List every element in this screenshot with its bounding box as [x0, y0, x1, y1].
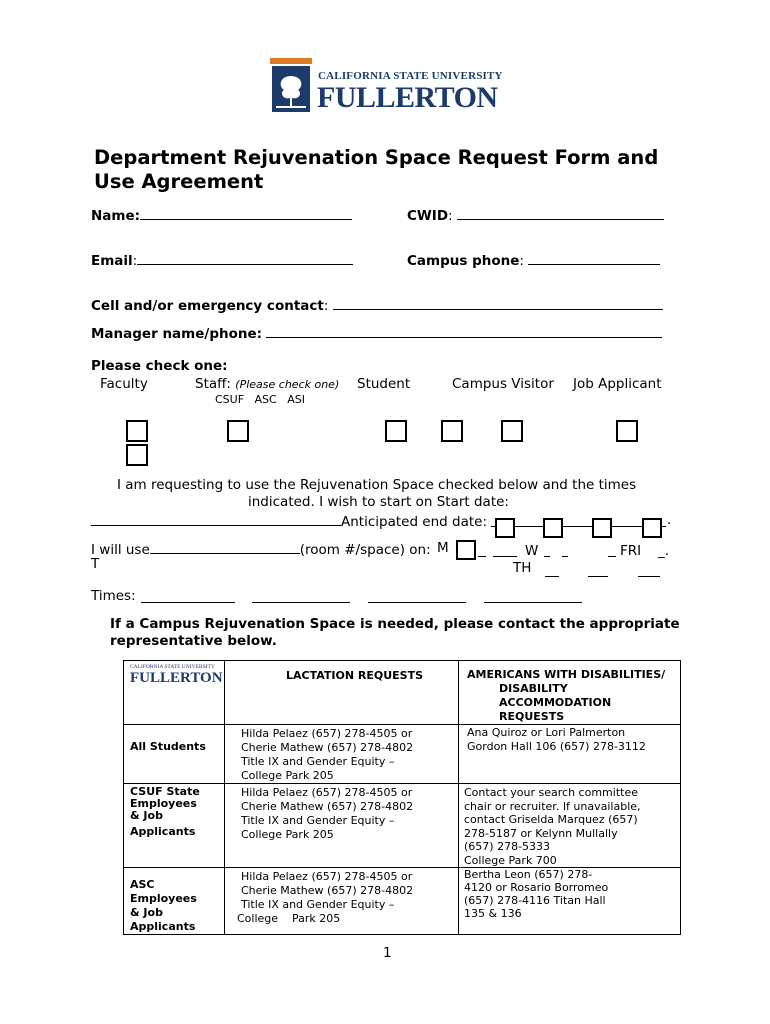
start-date-line[interactable] [91, 512, 341, 526]
lactation-line: Cherie Mathew (657) 278-4802 [241, 800, 414, 813]
day-t-label: T [91, 556, 100, 572]
day-end-mark: _. [658, 543, 670, 559]
row-lactation-cell [225, 725, 459, 784]
cwid-row [407, 206, 664, 224]
request-line1: I am requesting to use the Rejuvenation Space checked below and the times [117, 477, 637, 493]
check-heading: Please check one: [91, 358, 228, 374]
campus-phone-colon: : [519, 253, 524, 269]
form-title-line1: Department Rejuvenation Space Request Form and [94, 146, 659, 169]
row-group-label: Employees [130, 797, 197, 810]
manager-input-line[interactable] [266, 324, 662, 338]
room-label: (room #/space) on: [299, 542, 431, 558]
table-row [124, 784, 681, 868]
row-group-label: ASC [130, 878, 155, 891]
day-checkbox-2[interactable] [543, 518, 563, 538]
ada-line: 135 & 136 [464, 907, 522, 920]
col-ada-line3: ACCOMMODATION [499, 696, 612, 709]
ada-line: (657) 278-4116 Titan Hall [464, 894, 606, 907]
lactation-line: Title IX and Gender Equity – [241, 898, 395, 911]
will-use-label: I will use [91, 542, 150, 558]
times-label: Times: [91, 588, 136, 604]
campus-visitor-checkbox-2[interactable] [501, 420, 523, 442]
staff-label: Staff: [195, 376, 231, 392]
email-label: Email [91, 253, 133, 269]
ada-line: Bertha Leon (657) 278- [464, 868, 593, 881]
ada-line: (657) 278-5333 [464, 840, 551, 853]
rep-notice [110, 616, 680, 650]
will-use-row [91, 540, 431, 558]
table-header-row [124, 661, 681, 725]
csuf-logo [270, 56, 510, 116]
end-date-period: . [667, 512, 672, 528]
room-input-line[interactable] [150, 540, 300, 554]
csuf-seal-icon [270, 56, 312, 114]
logo-university-line: CALIFORNIA STATE UNIVERSITY [318, 70, 503, 82]
day-m-label: M [437, 540, 449, 556]
row-group-label: Applicants [130, 920, 196, 933]
day-checkbox-1[interactable] [495, 518, 515, 538]
lactation-line: Hilda Pelaez (657) 278-4505 or [241, 870, 413, 883]
cwid-input-line[interactable] [457, 206, 664, 220]
ada-line: 278-5187 or Kelynn Mullally [464, 826, 618, 840]
request-line2: indicated. I wish to start on Start date: [248, 494, 509, 510]
email-row [91, 251, 353, 269]
row-group-cell [124, 725, 225, 784]
lactation-line: Hilda Pelaez (657) 278-4505 or [241, 786, 413, 799]
table-logo-cell [124, 661, 225, 725]
ada-line: Gordon Hall 106 (657) 278-3112 [467, 740, 646, 753]
times-line-3[interactable] [368, 602, 466, 603]
ada-line: contact Griselda Marquez (657) [464, 813, 638, 826]
col-ada-line2: DISABILITY [499, 682, 568, 695]
col-lactation-label: LACTATION REQUESTS [286, 669, 424, 682]
day-fri-label: FRI [620, 543, 642, 559]
rep-notice-line2: representative below. [110, 633, 277, 649]
cell-colon: : [323, 298, 329, 314]
row-group-label: Applicants [130, 825, 196, 838]
ada-line: Ana Quiroz or Lori Palmerton [467, 726, 626, 739]
campus-visitor-label: Campus Visitor [452, 376, 554, 392]
table-logo-top: CALIFORNIA STATE UNIVERSITY [130, 664, 215, 670]
times-line-4[interactable] [484, 602, 582, 603]
form-title-line2: Use Agreement [94, 170, 264, 193]
lactation-line: Title IX and Gender Equity – [241, 755, 395, 768]
day-checkbox-3[interactable] [592, 518, 612, 538]
name-label: Name: [91, 208, 141, 224]
lactation-line: Cherie Mathew (657) 278-4802 [241, 884, 414, 897]
row-lactation-cell [225, 784, 459, 868]
day-blank-2[interactable] [493, 556, 517, 557]
page-number: 1 [383, 945, 392, 961]
anticipated-row [91, 512, 487, 530]
day-th-label: TH [513, 560, 532, 576]
cwid-colon: : [448, 208, 453, 224]
day-blank-8[interactable] [638, 576, 660, 577]
row-group-label: & Job [130, 809, 163, 822]
staff-label-group [195, 376, 339, 392]
end-date-line[interactable] [491, 526, 666, 527]
job-applicant-checkbox[interactable] [616, 420, 638, 442]
row-ada-cell [459, 725, 681, 784]
row-ada-cell [459, 784, 681, 868]
table-logo-campus: FULLERTON [130, 670, 223, 686]
row-group-label: Employees [130, 892, 197, 905]
campus-visitor-checkbox[interactable] [441, 420, 463, 442]
staff-note: (Please check one) [235, 378, 340, 391]
row-group-label: CSUF State [130, 785, 200, 798]
ada-line: College Park 700 [464, 853, 557, 867]
row-ada-cell [459, 868, 681, 935]
table-row [124, 868, 681, 935]
ada-line: 4120 or Rosario Borromeo [464, 881, 609, 894]
cell-label: Cell and/or emergency contact [91, 298, 324, 314]
row-group-cell [124, 868, 225, 935]
cell-row [91, 296, 663, 314]
day-blank-6[interactable] [545, 576, 559, 577]
name-input-line[interactable] [140, 206, 352, 220]
day-checkbox-m[interactable] [456, 540, 476, 560]
day-checkbox-4[interactable] [642, 518, 662, 538]
manager-row [91, 324, 662, 342]
faculty-label: Faculty [100, 376, 148, 392]
lactation-line: College Park 205 [237, 912, 341, 925]
day-blank-3[interactable] [544, 556, 550, 557]
lactation-line: College Park 205 [241, 828, 334, 841]
student-checkbox[interactable] [385, 420, 407, 442]
cell-input-line[interactable] [333, 296, 663, 310]
day-blank-1[interactable] [478, 556, 486, 557]
lactation-line: Title IX and Gender Equity – [241, 814, 395, 827]
cwid-label: CWID [407, 208, 449, 224]
times-line-2[interactable] [252, 602, 350, 603]
day-blank-4[interactable] [562, 556, 568, 557]
rep-notice-line1: If a Campus Rejuvenation Space is needed, please contact the appropriate [110, 616, 680, 632]
col-ada-line1: AMERICANS WITH DISABILITIES/ [467, 668, 666, 681]
faculty-checkbox[interactable] [126, 420, 148, 442]
job-applicant-label: Job Applicant [573, 376, 662, 392]
col-lactation-header [225, 661, 459, 725]
faculty-checkbox-2[interactable] [126, 444, 148, 466]
row-group-cell [124, 784, 225, 868]
ada-line: chair or recruiter. If unavailable, [464, 799, 641, 813]
times-line-1[interactable] [141, 602, 235, 603]
table-row [124, 725, 681, 784]
col-ada-line4: REQUESTS [499, 710, 565, 723]
row-group-label: & Job [130, 906, 163, 919]
campus-phone-input-line[interactable] [528, 251, 660, 265]
name-row [91, 206, 352, 224]
email-input-line[interactable] [137, 251, 353, 265]
row-lactation-cell [225, 868, 459, 935]
lactation-line: College Park 205 [241, 769, 334, 782]
campus-phone-row [407, 251, 660, 269]
day-w-label: W [525, 543, 539, 559]
representatives-table [123, 660, 681, 935]
anticipated-label: Anticipated end date: [341, 514, 488, 530]
email-colon: : [132, 253, 138, 269]
staff-checkbox[interactable] [227, 420, 249, 442]
student-label: Student [357, 376, 411, 392]
form-title [94, 146, 658, 194]
campus-phone-label: Campus phone [407, 253, 520, 269]
row-group-label: All Students [130, 740, 206, 753]
day-blank-7[interactable] [588, 576, 608, 577]
manager-label: Manager name/phone: [91, 326, 263, 342]
ada-line: Contact your search committee [464, 786, 638, 799]
lactation-line: Hilda Pelaez (657) 278-4505 or [241, 727, 413, 740]
lactation-line: Cherie Mathew (657) 278-4802 [241, 741, 414, 754]
staff-types-label: CSUF ASC ASI [215, 393, 305, 406]
day-blank-5[interactable] [608, 556, 616, 557]
logo-campus-name: FULLERTON [317, 81, 498, 114]
col-ada-header [459, 661, 681, 725]
